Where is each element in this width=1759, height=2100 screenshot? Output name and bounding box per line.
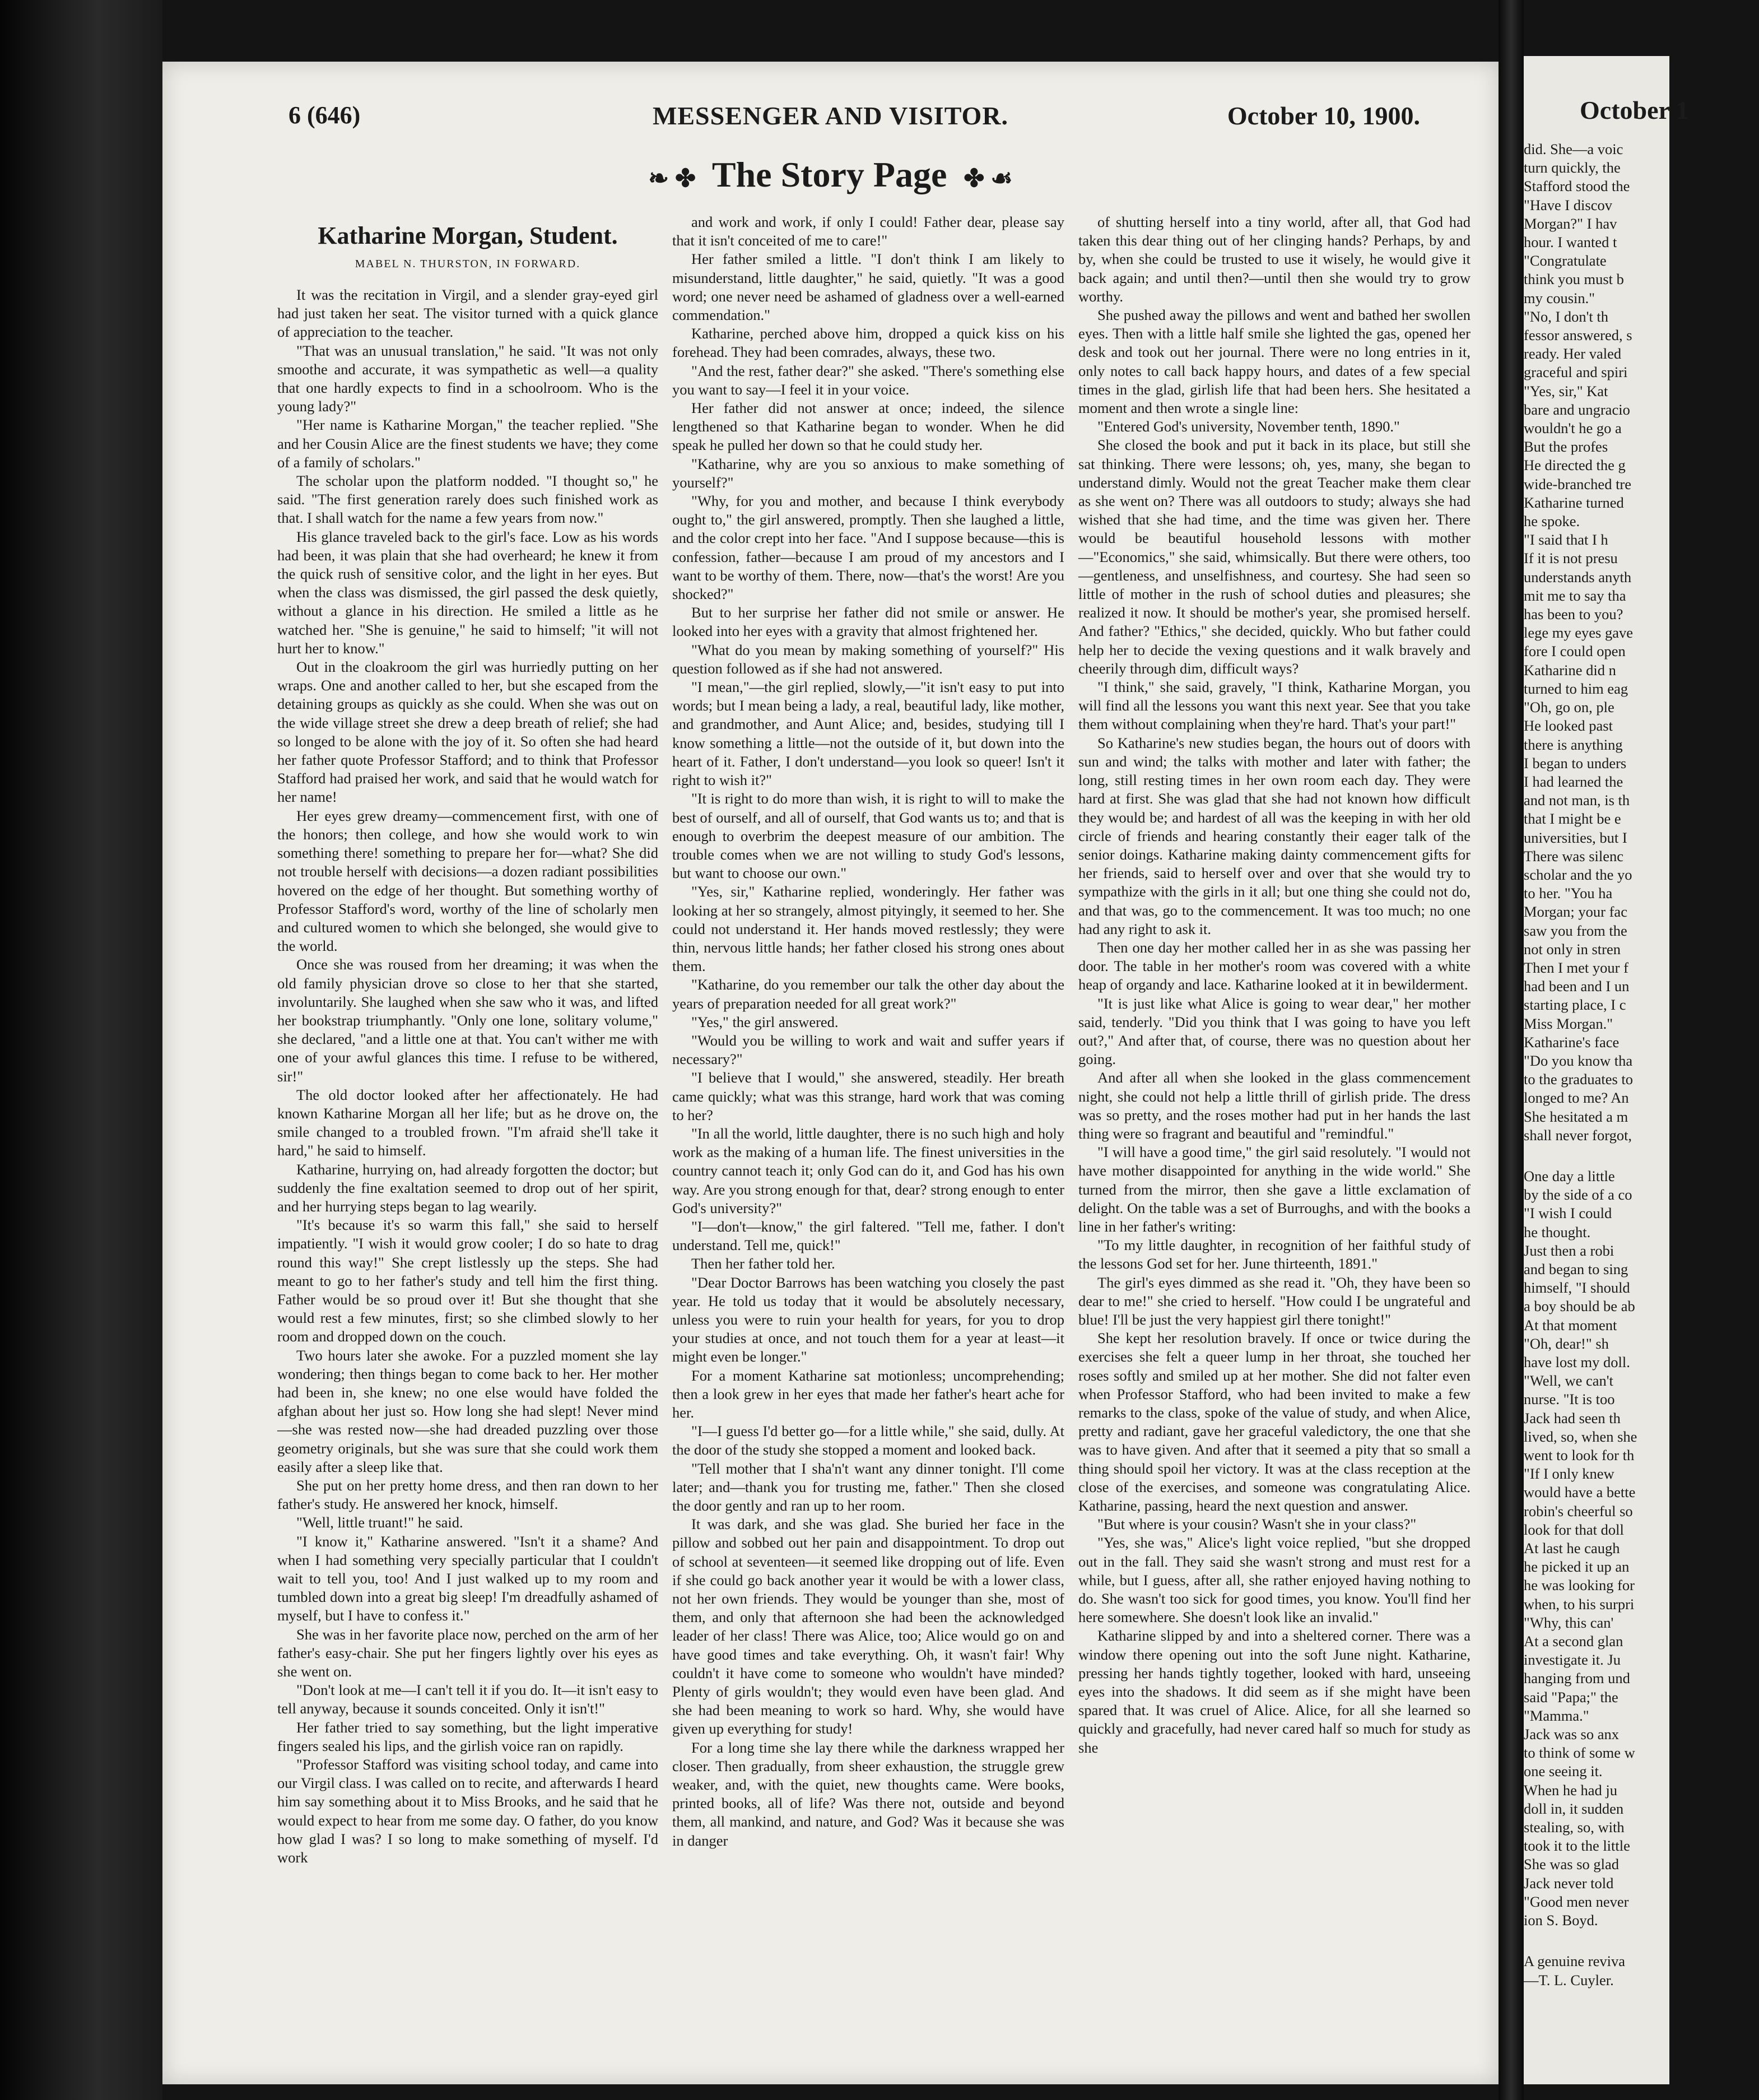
article-paragraph: But to her surprise her father did not smile or answer. He looked into her eyes with a gravity that almost frightened her. — [672, 604, 1064, 640]
fleuron-icon: ❧ ✤ — [648, 164, 696, 192]
article-paragraph: She pushed away the pillows and went and bathed her swollen eyes. Then with a little half smile she lighted the gas, opened her desk and took out her journal. There were no long entries in it, only notes to call back happy hours, and dates of a few special times in the glad, girlish life that had been hers. She hesitated a moment and then wrote a single line: — [1078, 306, 1471, 417]
text-column-1 — [277, 286, 658, 2073]
article-paragraph: "To my little daughter, in recognition of her faithful study of the lessons God set for her. June thirteenth, 1891." — [1078, 1237, 1471, 1272]
article-paragraph: "Entered God's university, November tenth, 1890." — [1097, 418, 1400, 435]
article-paragraph: "It is right to do more than wish, it is right to will to make the best of ourself, and all of ourself, that God wants us to; and that is enough to overbrim the deepest measure of our ambition. The trouble comes when we are not willing to study God's lessons, but want to choose our own." — [672, 790, 1064, 882]
article-paragraph: She closed the book and put it back in its place, but still she sat thinking. There were lessons; oh, yes, many, she began to understand dimly. Would not the great Teacher make them clear as she went on? There was all outdoors to study; always she had wished that she had time, and the time was given her. There would be beautiful household lessons with mother—"Economics," she said, whimsically. But there were others, too—gentleness, and unselfishness, and courtesy. She had seen so little of mother in the rush of school duties and pleasures; she realized it now. It should be mother's year, she promised herself. And father? "Ethics," she decided, quickly. Who but father could help her to decide the vexing questions and it walk bravely and cheerily through dim, difficult ways? — [1078, 436, 1471, 677]
article-paragraph: Her father did not answer at once; indeed, the silence lengthened so that Katharine began to wonder. When he did speak he pulled her down so that he could study her. — [672, 399, 1064, 454]
book-gutter — [1499, 0, 1524, 2100]
adjacent-page-line: At that moment — [1524, 1316, 1617, 1334]
article-paragraph: Then her father told her. — [691, 1255, 835, 1272]
article-paragraph: The scholar upon the platform nodded. "I thought so," he said. "The first generation rarely does such finished work as that. I shall watch for the name a few years from now." — [277, 472, 658, 527]
article-paragraph: and work and work, if only I could! Father dear, please say that it isn't conceited of me to care!" — [672, 213, 1064, 249]
adjacent-page-line: If it is not presu — [1524, 550, 1618, 567]
article-paragraph: "Her name is Katharine Morgan," the teacher replied. "She and her Cousin Alice are the finest students we have; they come of a family of scholars." — [277, 416, 658, 471]
adjacent-page-line: shall never forgot, — [1524, 1126, 1632, 1144]
adjacent-page-line: He directed the g — [1524, 457, 1626, 474]
adjacent-page-line: scholar and the yo — [1524, 866, 1632, 883]
adjacent-page-line: Katharine did n — [1524, 661, 1616, 679]
adjacent-page-line: turn quickly, the — [1524, 159, 1621, 176]
article-paragraph: Her eyes grew dreamy—commencement first, with one of the honors; then college, and how she would work to win something there! something to prepare her for—what? She did not trouble herself with decisions—a dozen radiant possibilities hovered on the edge of her thought. But something worthy of Professor Stafford's word, worthy of the line of scholarly men and cultured women to which she belonged, she would give to the world. — [277, 807, 658, 955]
article-paragraph: "I know it," Katharine answered. "Isn't it a shame? And when I had something very specially particular that I couldn't wait to tell you, too! And I just walked up to my room and tumbled down into a great big sleep! I'm dreadfully ashamed of myself, but I have to confess it." — [277, 1532, 658, 1624]
adjacent-page-line: doll in, it sudden — [1524, 1800, 1624, 1817]
section-heading — [162, 154, 1499, 196]
article-paragraph: It was the recitation in Virgil, and a slender gray-eyed girl had just taken her seat. The visitor turned with a quick glance of appreciation to the teacher. — [277, 286, 658, 341]
article-paragraph: His glance traveled back to the girl's face. Low as his words had been, it was plain that she had overheard; he knew it from the quick rush of sensitive color, and the light in her eyes. But when the class was dismissed, the girl passed the desk quietly, without a glance in his direction. He smiled a little as he watched her. "She is genuine," he said to himself; "it will not hurt her to know." — [277, 528, 658, 657]
text-column-3 — [1078, 213, 1471, 2073]
adjacent-page-line: not only in stren — [1524, 940, 1621, 958]
adjacent-page-line: I had learned the — [1524, 773, 1623, 790]
article-paragraph: "Dear Doctor Barrows has been watching you closely the past year. He told us today that it would be absolutely necessary, unless you were to ruin your health for years, for you to drop your studies at once, and not touch them for a year at least—it might even be longer." — [672, 1274, 1064, 1365]
adjacent-page-line: ready. Her valed — [1524, 345, 1622, 363]
masthead — [162, 101, 1499, 146]
article-paragraph: "I mean,"—the girl replied, slowly,—"it isn't easy to put into words; but I mean being a lady, a real, beautiful lady, like mother, and grandmother, and Aunt Alice; and, besides, studying till I know something a little—not the outside of it, but down into the heart of it. Father, I don't understand—you look so queer! Isn't it right to wish it?" — [672, 679, 1064, 789]
adjacent-page-line: robin's cheerful so — [1524, 1502, 1633, 1520]
adjacent-page-line: "I wish I could — [1524, 1205, 1612, 1222]
adjacent-page-line: Katharine's face — [1524, 1033, 1620, 1051]
adjacent-page-line: "Do you know tha — [1524, 1052, 1633, 1069]
story-byline: MABEL N. THURSTON, IN FORWARD. — [355, 258, 581, 270]
article-paragraph: "Why, for you and mother, and because I think everybody ought to," the girl answered, promptly. Then she laughed a little, and the color crept into her face. "And I suppose because—this is confession, father—because I am proud of my ancestors and I want to be worthy of them. There, now—that's the worst! Are you shocked?" — [672, 493, 1064, 603]
text-column-2 — [672, 213, 1064, 2073]
article-paragraph: For a long time she lay there while the darkness wrapped her closer. Then gradually, from sheer exhaustion, the struggle grew weaker, and, with the quiet, new thoughts came. Were books, printed books, all of life? Was there not, outside and beyond them, all mankind, and nature, and God? Was it because she was in danger — [672, 1739, 1064, 1849]
article-paragraph: Katharine, hurrying on, had already forgotten the doctor; but suddenly the fine exaltation seemed to drop out of her spirit, and her hurrying steps began to lag wearily. — [277, 1160, 658, 1215]
adjacent-page-line: hanging from und — [1524, 1670, 1630, 1687]
adjacent-page-line: stealing, so, with — [1524, 1819, 1625, 1836]
article-paragraph: So Katharine's new studies began, the hours out of doors with sun and wind; the talks with mother and later with father; the long, still resting times in her own room each day. They were hard at first. She was glad that she had not known how difficult they would be; and hardest of all was the keeping in with her old circle of friends and hearing constantly their eager talk of the senior doings. Katharine making dainty commencement gifts for her friends, said to herself over and over that she would try to sympathize with the girls in it all; but one thing she could not do, and that was, go to the commencement. It was too much; no one had any right to ask it. — [1078, 734, 1471, 937]
adjacent-page-line — [1524, 1930, 1759, 1952]
adjacent-page-line: "Congratulate — [1524, 252, 1607, 270]
adjacent-page-line: when, to his surpri — [1524, 1595, 1635, 1613]
adjacent-page-line: She hesitated a m — [1524, 1108, 1628, 1125]
adjacent-page-line: lege my eyes gave — [1524, 624, 1633, 642]
adjacent-page-line: "Have I discov — [1524, 196, 1612, 213]
adjacent-page-line: ion S. Boyd. — [1524, 1912, 1598, 1929]
issue-date: October 10, 1900. — [1227, 101, 1420, 130]
article-paragraph: "I believe that I would," she answered, steadily. Her breath came quickly; what was this strange, hard work that was coming to her? — [672, 1069, 1064, 1123]
adjacent-page-line: "Oh, go on, ple — [1524, 699, 1614, 716]
adjacent-page-line: "Well, we can't — [1524, 1372, 1613, 1390]
article-paragraph: She kept her resolution bravely. If once or twice during the exercises she felt a queer lump in her throat, she touched her roses softly and smiled up at her mother. She did not falter even when Professor Stafford, who had been invited to make a few remarks to the class, spoke of the value of study, and when Alice, pretty and radiant, gave her graceful valedictory, the one that she was to have given. And after that it seemed a pity that so small a thing should spoil her victory. It was at the class reception at the close of the exercises, and someone was congratulating Alice. Katharine, passing, heard the next question and answer. — [1078, 1330, 1471, 1514]
adjacent-page-line: my cousin." — [1524, 289, 1595, 306]
adjacent-page-line: "If I only knew — [1524, 1465, 1614, 1483]
adjacent-page-line: Then I met your f — [1524, 959, 1628, 976]
adjacent-page-line: starting place, I c — [1524, 996, 1626, 1014]
adjacent-page-line: investigate it. Ju — [1524, 1651, 1621, 1669]
adjacent-page-line: to think of some w — [1524, 1744, 1635, 1762]
adjacent-page-line: fessor answered, s — [1524, 327, 1632, 344]
adjacent-page-line: nurse. "It is too — [1524, 1391, 1615, 1408]
article-paragraph: "Would you be willing to work and wait and suffer years if necessary?" — [672, 1032, 1064, 1068]
adjacent-page — [1524, 56, 1689, 2084]
adjacent-page-line: One day a little — [1524, 1167, 1615, 1184]
adjacent-page-line: to the graduates to — [1524, 1071, 1634, 1088]
adjacent-page-line: had been and I un — [1524, 978, 1630, 995]
newspaper-page — [162, 62, 1499, 2084]
adjacent-page-line: took it to the little — [1524, 1837, 1630, 1855]
article-paragraph: "But where is your cousin? Wasn't she in your class?" — [1097, 1516, 1417, 1533]
adjacent-page-line: universities, but I — [1524, 829, 1627, 846]
adjacent-page-line: Jack had seen th — [1524, 1409, 1621, 1427]
adjacent-page-line: But the profes — [1524, 438, 1608, 456]
adjacent-page-line: saw you from the — [1524, 922, 1627, 939]
article-paragraph: Out in the cloakroom the girl was hurriedly putting on her wraps. One and another called to her, but she escaped from the detaining groups as quickly as she could. When she was out on the wide village street she drew a deep breath of relief; she had so longed to be alone with the joy of it. So often she had heard her father quote Professor Stafford; and to think that Professor Stafford had praised her work, and said that he would watch for her name! — [277, 658, 658, 806]
article-paragraph: For a moment Katharine sat motionless; uncomprehending; then a look grew in her eyes that made her father's heart ache for her. — [672, 1367, 1064, 1421]
article-paragraph: Her father tried to say something, but the light imperative fingers sealed his lips, and the girlish voice ran on rapidly. — [277, 1718, 658, 1754]
adjacent-page-column — [1524, 140, 1759, 1990]
article-paragraph: "In all the world, little daughter, there is no such high and holy work as the making of a human life. The finest universities in the country cannot teach it; only God can do it, and God has his own way. Are you strong enough for that, dear? strong enough to enter God's university?" — [672, 1125, 1064, 1216]
adjacent-page-line: "Oh, dear!" sh — [1524, 1335, 1609, 1352]
adjacent-page-line: to her. "You ha — [1524, 885, 1613, 902]
article-paragraph: "Katharine, do you remember our talk the other day about the years of preparation needed for all great work?" — [672, 976, 1064, 1012]
article-paragraph: Two hours later she awoke. For a puzzled moment she lay wondering; then things began to come back to her. Her mother had been in, she knew; no one else would have folded the afghan about her just so. How long she had slept! Never mind—she was rested now—she had dreaded puzzling over those geometry originals, but she was sure that she could work them easily after a sleep like that. — [277, 1346, 658, 1475]
article-paragraph: "Tell mother that I sha'n't want any dinner tonight. I'll come later; and—thank you for trusting me, father." Then she closed the door gently and ran up to her room. — [672, 1460, 1064, 1514]
adjacent-page-line: bare and ungracio — [1524, 401, 1630, 418]
page-number: 6 (646) — [288, 101, 361, 129]
adjacent-page-line: graceful and spiri — [1524, 364, 1628, 381]
article-paragraph: "What do you mean by making something of yourself?" His question followed as if she had not answered. — [672, 641, 1064, 677]
adjacent-page-line: Katharine turned — [1524, 494, 1624, 511]
article-paragraph: "Yes, she was," Alice's light voice replied, "but she dropped out in the fall. They said she wasn't strong and must rest for a while, but I guess, after all, she rather enjoyed having nothing to do. She wasn't too sick for good times, you know. You'll find her here somewhere. She doesn't look like an invalid." — [1078, 1534, 1471, 1626]
adjacent-page-line: and began to sing — [1524, 1260, 1628, 1277]
article-paragraph: "Well, little truant!" he said. — [296, 1514, 463, 1531]
article-paragraph: "I think," she said, gravely, "I think, Katharine Morgan, you will find all the lessons you want this next year. See that you take them without complaining when they're hard. That's your part!" — [1078, 679, 1471, 733]
adjacent-page-line: —T. L. Cuyler. — [1524, 1971, 1614, 1989]
article-paragraph: "And the rest, father dear?" she asked. "There's something else you want to say—I feel it in your voice. — [672, 362, 1064, 398]
adjacent-page-line: wide-branched tre — [1524, 475, 1632, 493]
adjacent-page-line: has been to you? — [1524, 606, 1623, 623]
adjacent-page-line: "No, I don't th — [1524, 308, 1609, 325]
adjacent-page-line: Morgan?" I hav — [1524, 215, 1617, 232]
adjacent-page-line: have lost my doll. — [1524, 1354, 1630, 1370]
article-paragraph: "Don't look at me—I can't tell it if you do. It—it isn't easy to tell anyway, because it sounds conceited. Only it isn't!" — [277, 1681, 658, 1717]
article-paragraph: of shutting herself into a tiny world, after all, that God had taken this dear thing out of her clinging hands? Perhaps, by and by, when she could be trusted to use it wisely, he would give it back again; and until then?—until then she would try to grow worthy. — [1078, 213, 1471, 305]
adjacent-page-line: and not man, is th — [1524, 792, 1630, 809]
article-paragraph: "It's because it's so warm this fall," she said to herself impatiently. "I wish it would grow cooler; I do so hate to drag round this way!" She crept listlessly up the steps. She had meant to go to her father's study and tell him the first thing. Father would be so proud over it! But she thought that she would rest a few minutes, first; so she climbed slowly to her room and dropped down on the couch. — [277, 1216, 658, 1345]
adjacent-page-line: "Yes, sir," Kat — [1524, 382, 1608, 399]
article-paragraph: "That was an unusual translation," he said. "It was not only smoothe and accurate, it was sympathetic as well—a quality that one hardly expects to find in a schoolroom. Who is the young lady?" — [277, 342, 658, 415]
adjacent-page-line: Jack never told — [1524, 1874, 1614, 1892]
article-paragraph: "Katharine, why are you so anxious to make something of yourself?" — [672, 455, 1064, 491]
adjacent-page-line: There was silenc — [1524, 847, 1624, 865]
story-title: Katharine Morgan, Student. — [318, 222, 618, 249]
adjacent-page-line: think you must b — [1524, 271, 1624, 288]
article-paragraph: "I—don't—know," the girl faltered. "Tell me, father. I don't understand. Tell me, quick!" — [672, 1218, 1064, 1254]
article-paragraph: The girl's eyes dimmed as she read it. "Oh, they have been so dear to me!" she cried to herself. "How could I be ungrateful and blue! I'll be just the very happiest girl there tonight!" — [1078, 1274, 1471, 1328]
adjacent-page-line: lived, so, when she — [1524, 1428, 1637, 1445]
adjacent-page-line: He looked past — [1524, 717, 1613, 735]
article-paragraph: "It is just like what Alice is going to wear dear," her mother said, tenderly. "Did you think that I was going to have you left out?," And after that, of course, there was no question about her going. — [1078, 995, 1471, 1068]
adjacent-page-line: I began to unders — [1524, 754, 1627, 772]
article-paragraph: Then one day her mother called her in as she was passing her door. The table in her mother's room was covered with a white heap of organdy and lace. Katharine looked at it in bewilderment. — [1078, 939, 1471, 993]
adjacent-page-line: a boy should be ab — [1524, 1298, 1635, 1315]
article-paragraph: Once she was roused from her dreaming; it was when the old family physician drove so close to her that she started, involuntarily. She laughed when she saw who it was, and lifted her bookstrap triumphantly. "Only one lone, solitary volume," she declared, "and a little one at that. You can't wither me with one of your awful glances this time. I refuse to be withered, sir!" — [277, 956, 658, 1085]
adjacent-page-line: he was looking for — [1524, 1577, 1635, 1594]
adjacent-page-line: Stafford stood the — [1524, 178, 1630, 195]
adjacent-page-header: October 1 — [1580, 96, 1689, 124]
adjacent-page-line: "Good men never — [1524, 1893, 1629, 1910]
adjacent-page-line: would have a bette — [1524, 1484, 1636, 1501]
article-paragraph: And after all when she looked in the glass commencement night, she could not help a little thrill of girlish pride. The dress was so pretty, and the roses mother had put in her hands the last thing were so fragrant and beautiful and "remindful." — [1078, 1069, 1471, 1142]
adjacent-page-line: At last he caugh — [1524, 1540, 1620, 1557]
adjacent-page-line — [1524, 1145, 1759, 1167]
article-paragraph: "I will have a good time," the girl said resolutely. "I would not have mother disappointed for anything in the wide world." She turned from the mirror, then she gave a little exclamation of delight. On the table was a set of Burroughs, and with the books a line in her father's writing: — [1078, 1144, 1471, 1235]
adjacent-page-line: himself, "I should — [1524, 1279, 1630, 1297]
adjacent-page-line: he spoke. — [1524, 513, 1580, 530]
adjacent-page-line: hour. I wanted t — [1524, 234, 1617, 251]
paper-title: MESSENGER AND VISITOR. — [652, 101, 1009, 130]
adjacent-page-line: understands anyth — [1524, 568, 1632, 586]
article-paragraph: "Yes, sir," Katharine replied, wonderingly. Her father was looking at her so strangely, almost pityingly, it seemed to her. She could not understand it. Her hands moved restlessly; they were thin, nervous little hands; her father closed his strong ones about them. — [672, 883, 1064, 975]
adjacent-page-line: one seeing it. — [1524, 1763, 1603, 1780]
adjacent-page-line: When he had ju — [1524, 1781, 1618, 1799]
adjacent-page-line: "Mamma." — [1524, 1707, 1589, 1724]
article-paragraph: "Yes," the girl answered. — [691, 1013, 839, 1030]
adjacent-page-line: Miss Morgan." — [1524, 1015, 1613, 1032]
adjacent-page-line: "I said that I h — [1524, 531, 1608, 549]
adjacent-page-line: wouldn't he go a — [1524, 420, 1622, 437]
article-paragraph: It was dark, and she was glad. She buried her face in the pillow and sobbed out her pain and disappointment. To drop out of school at seventeen—it seemed like dropping out of life. Even if she could go back another year it would be with a lower class, not her own friends. They would be younger than she, most of them, and only that afternoon she had been the acknowledged leader of her class! There was Alice, too; Alice would go on and have good times and take everything. Oh, it wasn't fair! Why couldn't it have come to someone who wouldn't have minded? Plenty of girls wouldn't; they would even have been glad. And she had been meaning to work so hard. Why, she would have given up everything for study! — [672, 1516, 1064, 1737]
adjacent-page-line: "Why, this can' — [1524, 1614, 1614, 1631]
adjacent-page-line: look for that doll — [1524, 1521, 1624, 1538]
adjacent-page-line: longed to me? An — [1524, 1089, 1629, 1107]
adjacent-page-line: did. She—a voic — [1524, 141, 1623, 157]
adjacent-page-line: that I might be e — [1524, 810, 1621, 828]
article-paragraph: Katharine, perched above him, dropped a quick kiss on his forehead. They had been comrades, always, these two. — [672, 325, 1064, 361]
adjacent-page-line: he picked it up an — [1524, 1558, 1630, 1576]
adjacent-page-line: said "Papa;" the — [1524, 1688, 1618, 1706]
article-paragraph: Katharine slipped by and into a sheltered corner. There was a window there opening out into the soft June night. Katharine, pressing her hands tightly together, looked with hard, unseeing eyes into the shadows. It did seem as if she might have been spared that. It was cruel of Alice. Alice, for all she learned so quickly and gracefully, had never cared half so much for study as she — [1078, 1627, 1471, 1756]
adjacent-page-line: fore I could open — [1524, 643, 1626, 660]
article-paragraph: The old doctor looked after her affectionately. He had known Katharine Morgan all her life; but as he drove on, the smile changed to a troubled frown. "I'm afraid she'll take it hard," he said to himself. — [277, 1086, 658, 1159]
adjacent-page-line: At a second glan — [1524, 1633, 1623, 1650]
adjacent-page-line: Morgan; your fac — [1524, 903, 1627, 921]
adjacent-page-line: She was so glad — [1524, 1856, 1620, 1873]
article-paragraph: "I—I guess I'd better go—for a little while," she said, dully. At the door of the study she stopped a moment and looked back. — [672, 1423, 1064, 1458]
section-title: The Story Page — [711, 155, 947, 194]
adjacent-page-line: mit me to say tha — [1524, 587, 1626, 604]
adjacent-page-line: Just then a robi — [1524, 1242, 1614, 1259]
adjacent-page-line: there is anything — [1524, 736, 1623, 753]
article-paragraph: She was in her favorite place now, perched on the arm of her father's easy-chair. She put her fingers lightly over his eyes as she went on. — [277, 1625, 658, 1680]
adjacent-page-line: turned to him eag — [1524, 680, 1628, 697]
adjacent-page-line: Jack was so anx — [1524, 1726, 1619, 1743]
article-paragraph: She put on her pretty home dress, and then ran down to her father's study. He answered her knock, himself. — [277, 1477, 658, 1513]
adjacent-page-line: by the side of a co — [1524, 1186, 1632, 1204]
adjacent-page-line: he thought. — [1524, 1223, 1591, 1241]
article-paragraph: "Professor Stafford was visiting school today, and came into our Virgil class. I was called on to recite, and afterwards I heard him say something about it to Miss Brooks, and he said that he would expect to hear from me some day. O father, do you know how glad I was? I so long to make something of myself. I'd work — [277, 1756, 658, 1866]
scan-margin — [0, 0, 162, 2100]
adjacent-page-line: went to look for th — [1524, 1447, 1635, 1464]
fleuron-icon: ✤ ☙ — [964, 164, 1013, 192]
article-paragraph: Her father smiled a little. "I don't think I am likely to misunderstand, little daughter," he said, quietly. "It was a good word; one never need be ashamed of gladness over a well-earned commendation." — [672, 250, 1064, 324]
adjacent-page-line: A genuine reviva — [1524, 1953, 1626, 1970]
